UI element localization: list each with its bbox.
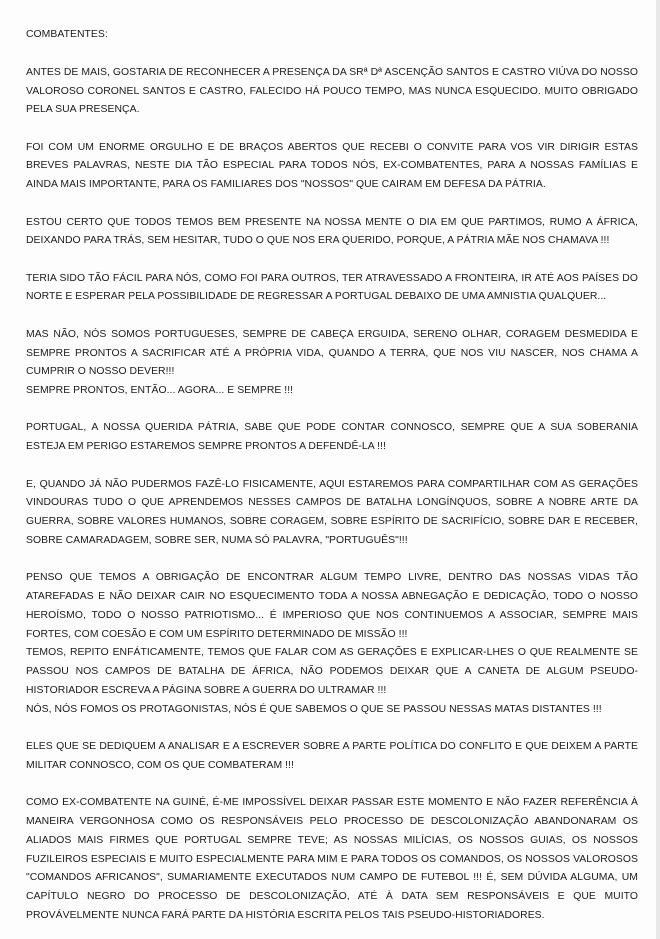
paragraph-protagonistas: NÓS, NÓS FOMOS OS PROTAGONISTAS, NÓS É QUE SABEMOS O QUE SE PASSOU NESSAS MATAS DISTANTES !!! — [26, 703, 602, 715]
paragraph-portugueses: MAS NÃO, NÓS SOMOS PORTUGUESES, SEMPRE DE CABEÇA ERGUIDA, SERENO OLHAR, CORAGEM DESMEDIDA E SEMPRE PRONTOS A SACRIFICAR ATÉ A PRÓPRIA VIDA, QUANDO A TERRA, QUE NOS VIU NASCER, NOS CHAMA A CUMPRIR O NOSSO DEVER!!! — [26, 328, 638, 378]
paragraph-geracoes: E, QUANDO JÁ NÃO PUDERMOS FAZÊ-LO FISICAMENTE, AQUI ESTAREMOS PARA COMPARTILHAR COM AS GERAÇÕES VINDOURAS TUDO O QUE APRENDEMOS NESSES CAMPOS DE BATALHA LONGÍNQUOS, SOBRE A NOBRE ARTE DA GUERRA, SOBRE VALORES HUMANOS, SOBRE CORAGEM, SOBRE ESPÍRITO DE SACRIFÍCIO, SOBRE DAR E RECEBER, SOBRE CAMARADAGEM, SOBRE SER, NUMA SÓ PALAVRA, "PORTUGUÊS"!!! — [26, 478, 638, 546]
paragraph-politica: ELES QUE SE DEDIQUEM A ANALISAR E A ESCREVER SOBRE A PARTE POLÍTICA DO CONFLITO E QUE DEIXEM A PARTE MILITAR CONNOSCO, COM OS QUE COMBATERAM !!! — [26, 741, 638, 771]
paragraph-invitation: FOI COM UM ENORME ORGULHO E DE BRAÇOS ABERTOS QUE RECEBI O CONVITE PARA VOS VIR DIRIGIR ESTAS BREVES PALAVRAS, NESTE DIA TÃO ESPECIAL PARA TODOS NÓS, EX-COMBATENTES, PARA A NOSSAS FAMÍLIAS E AINDA MAIS IMPORTANTE, PARA OS FAMILIARES DOS "NOSSOS" QUE CAIRAM EM DEFESA DA PÁTRIA. — [26, 141, 638, 191]
paragraph-repito: TEMOS, REPITO ENFÁTICAMENTE, TEMOS QUE FALAR COM AS GERAÇÕES E EXPLICAR-LHES O QUE REALMENTE SE PASSOU NOS CAMPOS DE BATALHA DE ÁFRICA, NÃO PODEMOS DEIXAR QUE A CANETA DE ALGUM PSEUDO-HISTORIADOR ESCREVA A PÁGINA SOBRE A GUERRA DO ULTRAMAR !!! — [26, 647, 638, 697]
paragraph-guine: COMO EX-COMBATENTE NA GUINÉ, É-ME IMPOSSÍVEL DEIXAR PASSAR ESTE MOMENTO E NÃO FAZER REFERÊNCIA À MANEIRA VERGONHOSA COMO OS RESPONSÁVEIS PELO PROCESSO DE DESCOLONIZAÇÃO ABANDONARAM OS ALIADOS MAIS FIRMES QUE PORTUGAL SEMPRE TEVE; AS NOSSAS MILÍCIAS, OS NOSSOS GUIAS, OS NOSSOS FUZILEIROS ESPECIAIS E MUITO ESPECIALMENTE PARA MIM E PARA TODOS OS COMANDOS, OS NOSSOS VALOROSOS "COMANDOS AFRICANOS", SUMARIAMENTE EXECUTADOS NUM CAMPO DE FUTEBOL !!! É, SEM DÚVIDA ALGUMA, UM CAPÍTULO NEGRO DO PROCESSO DE DESCOLONIZAÇÃO, ATÉ À DATA SEM RESPONSÁVEIS E QUE MUITO PROVÁVELMENTE NUNCA FARÁ PARTE DA HISTÓRIA ESCRITA PELOS TAIS PSEUDO-HISTORIADORES. — [26, 797, 638, 921]
paragraph-sempre-prontos: SEMPRE PRONTOS, ENTÃO... AGORA... E SEMPRE !!! — [26, 385, 294, 397]
salutation: COMBATENTES: — [26, 29, 108, 40]
paragraph-departure: ESTOU CERTO QUE TODOS TEMOS BEM PRESENTE NA NOSSA MENTE O DIA EM QUE PARTIMOS, RUMO A ÁFRICA, DEIXANDO PARA TRÁS, SEM HESITAR, TUDO O QUE NOS ERA QUERIDO, PORQUE, A PÁTRIA MÃE NOS CHAMAVA !!! — [26, 216, 638, 247]
paragraph-obrigacao: PENSO QUE TEMOS A OBRIGAÇÃO DE ENCONTRAR ALGUM TEMPO LIVRE, DENTRO DAS NOSSAS VIDAS TÃO ATAREFADAS E NÃO DEIXAR CAIR NO ESQUECIMENTO TODA A NOSSA ABNEGAÇÃO E DEDICAÇÃO, TODO O NOSSO HEROÍSMO, TODO O NOSSO PATRIOTISMO... É IMPERIOSO QUE NOS CONTINUEMOS A ASSOCIAR, SEMPRE MAIS FORTES, COM COESÃO E COM UM ESPÍRITO DETERMINADO DE MISSÃO !!! — [26, 572, 638, 640]
paragraph-soberania: PORTUGAL, A NOSSA QUERIDA PÁTRIA, SABE QUE PODE CONTAR CONNOSCO, SEMPRE QUE A SUA SOBERANIA ESTEJA EM PERIGO ESTAREMOS SEMPRE PRONTOS A DEFENDÊ-LA !!! — [26, 422, 638, 453]
paragraph-border: TERIA SIDO TÃO FÁCIL PARA NÓS, COMO FOI PARA OUTROS, TER ATRAVESSADO A FRONTEIRA, IR ATÉ AOS PAÍSES DO NORTE E ESPERAR PELA POSSIBILIDADE DE REGRESSAR A PORTUGAL DEBAIXO DE UMA AMNISTIA QUALQUER... — [26, 272, 638, 303]
paragraph-acknowledgement: ANTES DE MAIS, GOSTARIA DE RECONHECER A PRESENÇA DA SRª Dª ASCENÇÃO SANTOS E CASTRO VIÚVA DO NOSSO VALOROSO CORONEL SANTOS E CASTRO, FALECIDO HÁ POUCO TEMPO, MAS NUNCA ESQUECIDO. MUITO OBRIGADO PELA SUA PRESENÇA. — [26, 66, 638, 116]
